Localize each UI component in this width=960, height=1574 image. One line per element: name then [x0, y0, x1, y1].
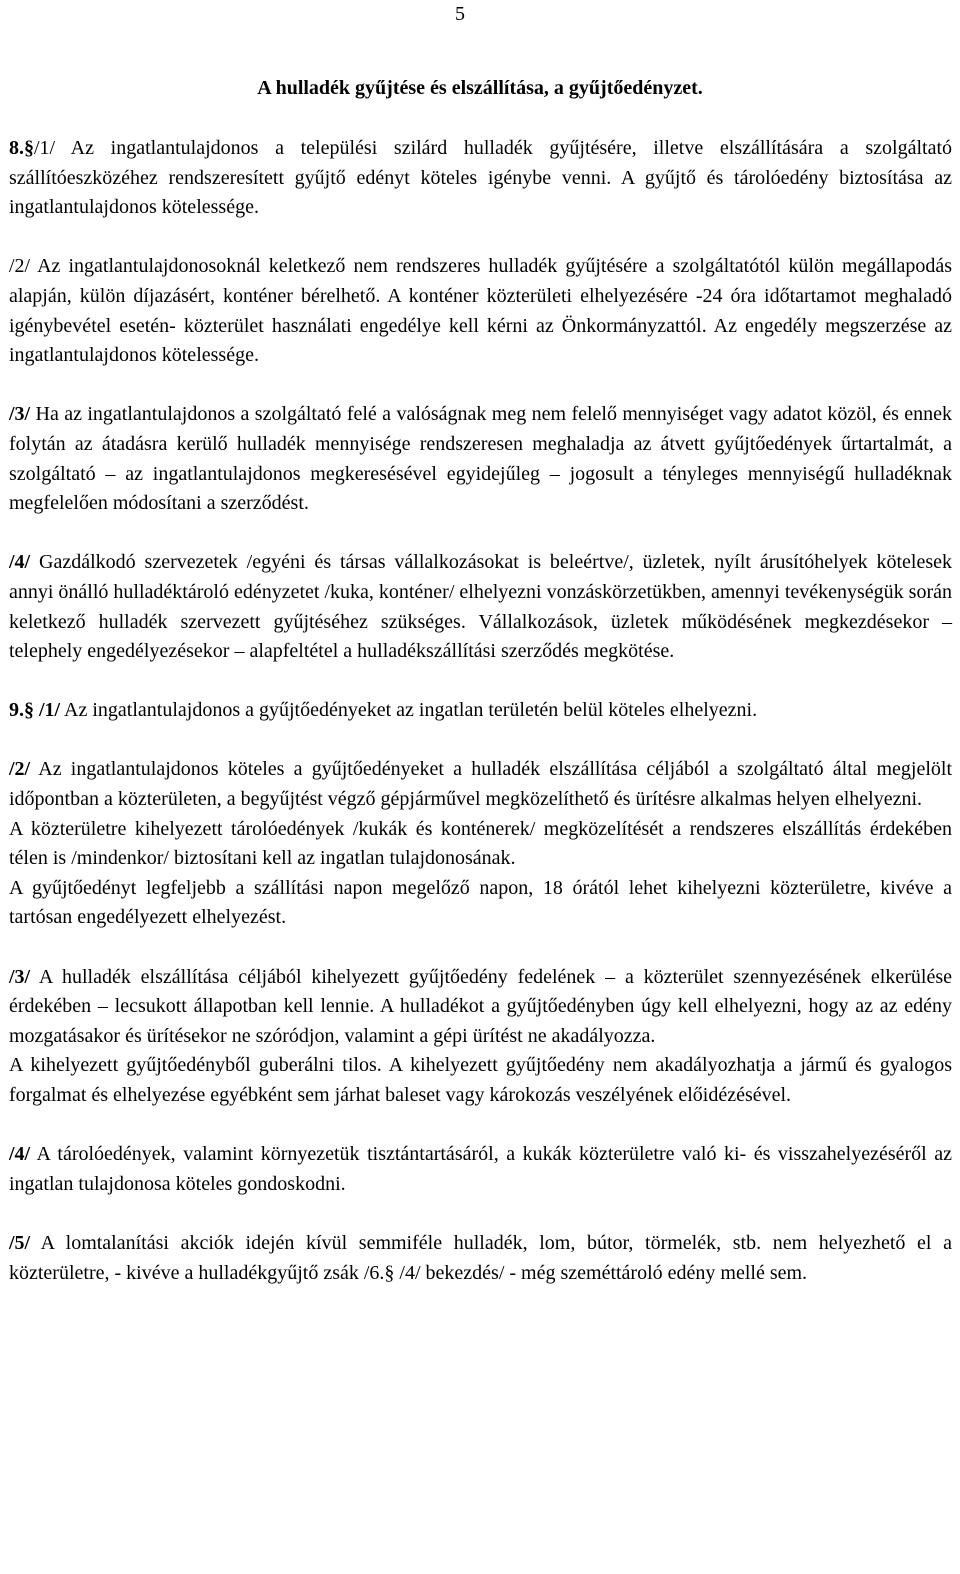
section-mark: 9. — [9, 699, 24, 722]
paragraph-number: /3/ — [9, 965, 31, 988]
paragraph-9-3-cont — [9, 1051, 952, 1110]
paragraph-text: Ha az ingatlantulajdonos a szolgáltató felé a valóságnak meg nem felelő mennyiséget vagy adatot közöl, és ennek folytán az átadásra kerülő hulladék mennyisége rendszeresen meghaladja az átvett gyűjtőedények űrtartalmát, a szolgáltató – az ingatlantulajdonos megkeresésével egyidejűleg – jogosult a tényleges mennyiségű hulladéknak megfelelően módosítani a szerződést. — [9, 403, 952, 515]
paragraph-text: Az ingatlantulajdonos a települési szilárd hulladék gyűjtésére, illetve elszállítására a szolgáltató szállítóeszközéhez rendszeresített gyűjtő edényt köteles igénybe venni. A gyűjtő és tárolóedény biztosítása az ingatlantulajdonos kötelessége. — [9, 137, 952, 219]
section-sign: § — [24, 137, 34, 159]
paragraph-text: Az ingatlantulajdonos a gyűjtőedényeket az ingatlan területén belül köteles elhelyezni. — [60, 699, 758, 722]
paragraph-9-2-cont-2 — [9, 874, 952, 933]
document-body — [9, 134, 952, 1288]
paragraph-text: Az ingatlantulajdonosoknál keletkező nem rendszeres hulladék gyűjtésére a szolgáltatótól külön megállapodás alapján, külön díjazásért, konténer bérelhető. A konténer közterületi elhelyezésére -24 óra időtartamot meghaladó igénybevétel esetén- közterület használati engedélye kell kérni az Önkormányzattól. Az engedély megszerzése az ingatlantulajdonos kötelessége. — [9, 255, 952, 367]
paragraph-text: A tárolóedények, valamint környezetük tisztántartásáról, a kukák közterületre való ki- és visszahelyezéséről az ingatlan tulajdonosa köteles gondoskodni. — [9, 1143, 952, 1195]
paragraph-text: Az ingatlantulajdonos köteles a gyűjtőedényeket a hulladék elszállítása céljából a szolgáltató által megjelölt időpontban a közterületen, a begyűjtést végző gépjárművel megközelíthető és ürítésre alkalmas helyen elhelyezni. — [9, 758, 952, 811]
section-heading: A hulladék gyűjtése és elszállítása, a gyűjtőedényzet. — [257, 77, 703, 99]
paragraph-number: /3/ — [9, 403, 31, 426]
paragraph-text: A hulladék elszállítása céljából kihelyezett gyűjtőedény fedelének – a közterület szennyezésének elkerülése érdekében – lecsukott állapotban kell lennie. A hulladékot a gyűjtőedényben úgy kell elhelyezni, hogy az az edény mozgatásakor és ürítésekor ne szóródjon, valamint a gépi ürítést ne akadályozza. — [9, 965, 952, 1047]
paragraph-text: Gazdálkodó szervezetek /egyéni és társas vállalkozásokat is beleértve/, üzletek, nyílt árusítóhelyek kötelesek annyi önálló hulladéktároló edényzetet /kuka, konténer/ elhelyezni vonzáskörzetükben, amennyi tevékenységük során keletkező hulladék szervezett gyűjtéséhez szükséges. Vállalkozások, üzletek működésének megkezdésekor – telephely engedélyezésekor – alapfeltétel a hulladékszállítási szerződés megkötése. — [9, 551, 952, 663]
paragraph-number: /2/ — [9, 255, 31, 278]
paragraph-number: /5/ — [9, 1231, 31, 1254]
paragraph-text: A közterületre kihelyezett tárolóedények /kukák és konténerek/ megközelítését a rendszeres elszállítás érdekében télen is /mindenkor/ biztosítani kell az ingatlan tulajdonosának. — [9, 817, 952, 870]
paragraph-number: /1/ — [34, 699, 61, 722]
paragraph-8-2 — [9, 252, 952, 370]
paragraph-number: /4/ — [9, 1143, 31, 1166]
paragraph-9-1 — [9, 696, 952, 726]
paragraph-8-1 — [9, 134, 952, 223]
paragraph-9-2 — [9, 755, 952, 814]
paragraph-8-4 — [9, 548, 952, 666]
paragraph-text: A gyűjtőedényt legfeljebb a szállítási napon megelőző napon, 18 órától lehet kihelyezni közterületre, kivéve a tartósan engedélyezett elhelyezést. — [9, 876, 952, 929]
paragraph-text: A kihelyezett gyűjtőedényből guberálni tilos. A kihelyezett gyűjtőedény nem akadályozhatja a jármű és gyalogos forgalmat és elhelyezése egyébként sem járhat baleset vagy károkozás veszélyének előidézésével. — [9, 1054, 952, 1106]
paragraph-9-2-cont-1 — [9, 815, 952, 874]
paragraph-9-5 — [9, 1229, 952, 1288]
section-sign: § — [24, 699, 34, 722]
paragraph-9-3 — [9, 963, 952, 1052]
paragraph-9-4 — [9, 1140, 952, 1199]
page-number: 5 — [455, 3, 465, 25]
paragraph-text: A lomtalanítási akciók idején kívül semmiféle hulladék, lom, bútor, törmelék, stb. nem helyezhető el a közterületre, - kivéve a hulladékgyűjtő zsák /6.§ /4/ bekezdés/ - még szeméttároló edény mellé sem. — [9, 1231, 952, 1284]
section-mark: 8. — [9, 137, 24, 159]
paragraph-number: /4/ — [9, 551, 31, 574]
paragraph-number: /2/ — [9, 758, 31, 781]
paragraph-number: /1/ — [34, 137, 56, 159]
paragraph-8-3 — [9, 400, 952, 518]
